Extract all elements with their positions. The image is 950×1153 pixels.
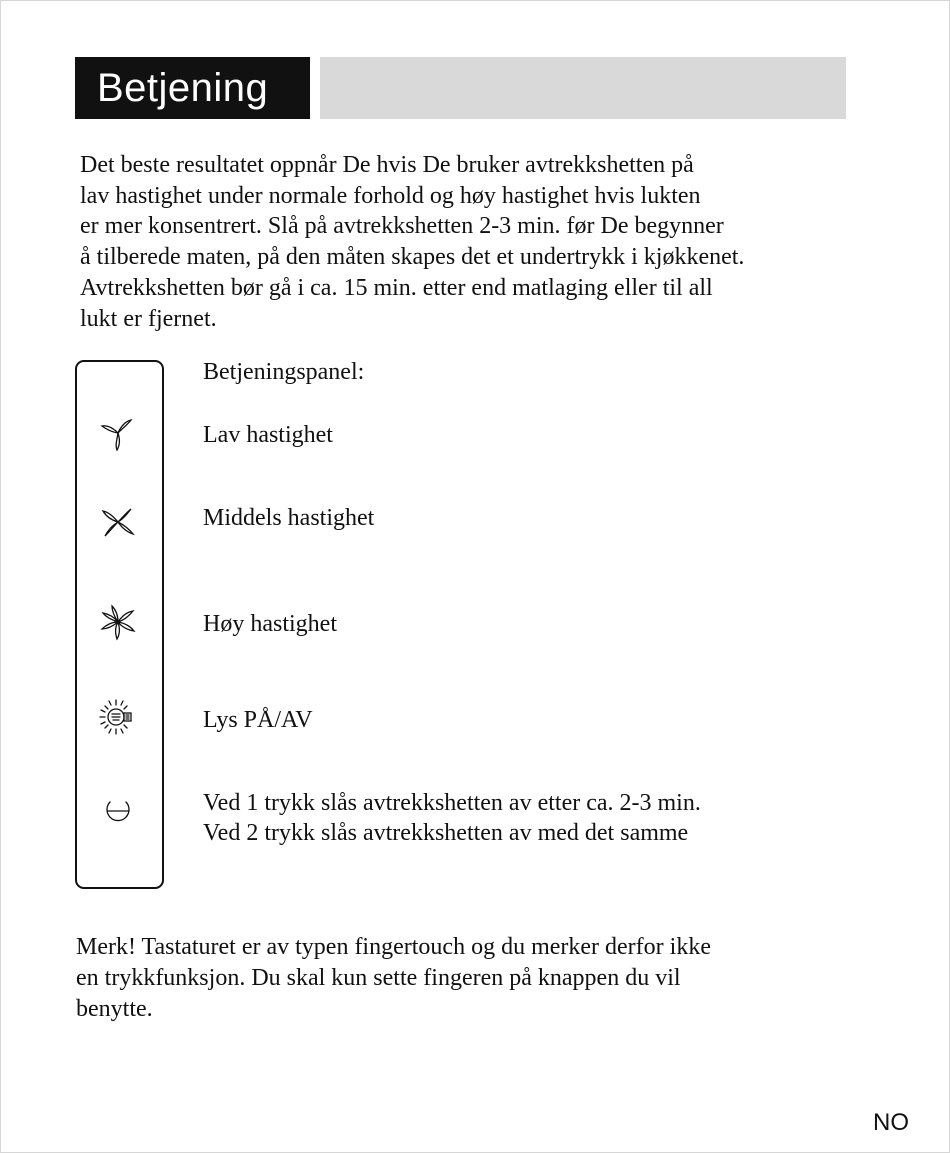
panel-item-label-light: Lys PÅ/AV [203, 707, 313, 733]
fan-low-icon [98, 413, 138, 453]
note-paragraph [76, 932, 906, 1025]
note-line: benytte. [76, 996, 153, 1022]
panel-item-label-medium: Middels hastighet [203, 505, 375, 531]
intro-line: lav hastighet under normale forhold og høy hastighet hvis lukten [80, 182, 701, 209]
panel-item-label-high: Høy hastighet [203, 611, 337, 637]
page-title: Betjening [75, 57, 310, 119]
light-bulb-icon [98, 697, 138, 737]
intro-line: er mer konsentrert. Slå på avtrekkshetten 2-3 min. før De begynner [80, 213, 724, 240]
panel-item-label-low: Lav hastighet [203, 422, 333, 448]
intro-line: Det beste resultatet oppnår De hvis De bruker avtrekkshetten på [80, 152, 694, 178]
intro-line: å tilberede maten, på den måten skapes det et undertrykk i kjøkkenet. [80, 244, 745, 271]
intro-line: lukt er fjernet. [80, 305, 217, 332]
panel-item-label-power-1: Ved 1 trykk slås avtrekkshetten av etter ca. 2-3 min. [203, 790, 701, 816]
fan-high-icon [98, 602, 138, 642]
fan-medium-icon [98, 502, 138, 542]
panel-heading: Betjeningspanel: [203, 359, 365, 385]
title-bar-decoration [320, 57, 846, 119]
intro-line: Avtrekkshetten bør gå i ca. 15 min. etter end matlaging eller til all [80, 274, 713, 301]
language-code: NO [873, 1109, 909, 1136]
note-line: Merk! Tastaturet er av typen fingertouch og du merker derfor ikke [76, 934, 711, 960]
intro-paragraph [80, 150, 910, 334]
note-line: en trykkfunksjon. Du skal kun sette fingeren på knappen du vil [76, 965, 681, 991]
power-icon [98, 791, 138, 831]
panel-item-label-power-2: Ved 2 trykk slås avtrekkshetten av med det samme [203, 820, 689, 846]
